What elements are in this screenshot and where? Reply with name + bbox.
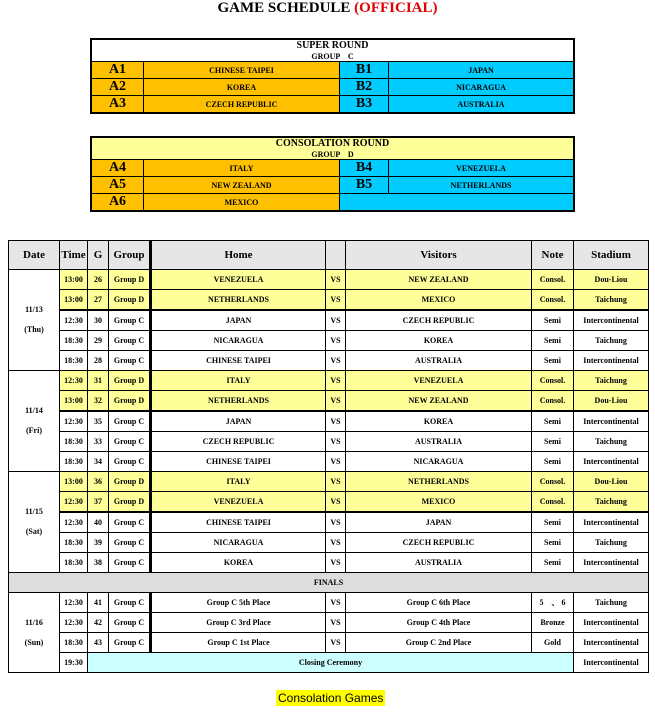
seed-label: B1 (340, 62, 389, 78)
game-number: 28 (88, 351, 109, 371)
game-time: 18:30 (60, 351, 88, 371)
date-label: 11/14 (25, 406, 43, 415)
seed-label: B3 (340, 96, 389, 112)
game-group: Group D (109, 492, 151, 513)
col-header-note: Note (532, 241, 574, 270)
col-header-date: Date (9, 241, 60, 270)
weekday-label: (Fri) (26, 426, 42, 435)
game-number: 41 (88, 593, 109, 613)
game-group: Group C (109, 593, 151, 613)
game-note: Consol. (532, 492, 574, 513)
game-time: 18:30 (60, 331, 88, 351)
game-group: Group C (109, 411, 151, 432)
game-time: 18:30 (60, 553, 88, 573)
visitor-team: AUSTRALIA (346, 432, 532, 452)
game-group: Group C (109, 432, 151, 452)
date-label: 11/15 (25, 507, 43, 516)
team-name: CZECH REPUBLIC (144, 96, 340, 112)
empty-cell (340, 194, 573, 210)
stadium-name: Taichung (574, 432, 649, 452)
table-row (9, 270, 649, 290)
stadium-name: Intercontinental (574, 351, 649, 371)
game-number: 39 (88, 533, 109, 553)
home-team: CHINESE TAIPEI (151, 512, 326, 533)
home-team: JAPAN (151, 310, 326, 331)
vs-label: VS (326, 411, 346, 432)
game-number: 32 (88, 391, 109, 412)
table-row (9, 593, 649, 613)
col-header-group: Group (109, 241, 151, 270)
game-number: 38 (88, 553, 109, 573)
home-team: CHINESE TAIPEI (151, 452, 326, 472)
home-team: VENEZUELA (151, 270, 326, 290)
table-header-row (9, 241, 649, 270)
home-team: ITALY (151, 472, 326, 492)
game-number: 29 (88, 331, 109, 351)
vs-label: VS (326, 310, 346, 331)
game-time: 13:00 (60, 391, 88, 412)
vs-label: VS (326, 593, 346, 613)
game-note: Consol. (532, 472, 574, 492)
game-note: Semi (532, 411, 574, 432)
visitor-team: NEW ZEALAND (346, 270, 532, 290)
visitor-team: CZECH REPUBLIC (346, 310, 532, 331)
game-time: 13:00 (60, 472, 88, 492)
visitor-team: MEXICO (346, 290, 532, 311)
home-team: Group C 3rd Place (151, 613, 326, 633)
home-team: JAPAN (151, 411, 326, 432)
closing-ceremony-row (9, 653, 649, 673)
date-cell (9, 270, 60, 371)
game-note: Consol. (532, 371, 574, 391)
date-label: 11/16 (25, 617, 43, 627)
visitor-team: KOREA (346, 331, 532, 351)
seed-label: A1 (92, 62, 144, 78)
col-header-visitors: Visitors (346, 241, 532, 270)
vs-label: VS (326, 553, 346, 573)
weekday-label: (Sat) (25, 527, 43, 536)
game-group: Group C (109, 310, 151, 331)
game-note: Consol. (532, 290, 574, 311)
game-number: 42 (88, 613, 109, 633)
game-time: 12:30 (60, 492, 88, 513)
visitor-team: AUSTRALIA (346, 553, 532, 573)
game-time: 13:00 (60, 290, 88, 311)
vs-label: VS (326, 270, 346, 290)
col-header-home: Home (151, 241, 326, 270)
visitor-team: NICARAGUA (346, 452, 532, 472)
game-note: Semi (532, 452, 574, 472)
team-name: NETHERLANDS (389, 177, 573, 193)
home-team: NETHERLANDS (151, 391, 326, 412)
stadium-name: Taichung (574, 331, 649, 351)
game-note: 5 、 6 (532, 593, 574, 613)
table-row (9, 351, 649, 371)
date-cell (9, 472, 60, 573)
team-name: NEW ZEALAND (144, 177, 340, 193)
col-header-time: Time (60, 241, 88, 270)
date-label: 11/13 (25, 305, 43, 314)
game-note: Semi (532, 331, 574, 351)
closing-ceremony-label: Closing Ceremony (88, 653, 574, 673)
visitor-team: AUSTRALIA (346, 351, 532, 371)
game-time: 12:30 (60, 310, 88, 331)
table-row (9, 331, 649, 351)
visitor-team: JAPAN (346, 512, 532, 533)
consolation-round-group: GROUP D (311, 150, 354, 159)
super-round-title: SUPER ROUND (296, 40, 369, 51)
consolation-round-title: CONSOLATION ROUND (275, 138, 390, 149)
super-round-header (92, 40, 573, 61)
game-number: 31 (88, 371, 109, 391)
stadium-name: Intercontinental (574, 411, 649, 432)
col-header-game: G (88, 241, 109, 270)
game-number: 37 (88, 492, 109, 513)
date-cell (9, 371, 60, 472)
team-name: AUSTRALIA (389, 96, 573, 112)
seed-label: B5 (340, 177, 389, 193)
game-time: 12:30 (60, 512, 88, 533)
super-round-box (90, 38, 575, 114)
game-group: Group C (109, 633, 151, 653)
stadium-name: Taichung (574, 492, 649, 513)
game-note: Semi (532, 553, 574, 573)
table-row (9, 310, 649, 331)
home-team: NICARAGUA (151, 331, 326, 351)
game-time: 12:30 (60, 593, 88, 613)
game-group: Group C (109, 613, 151, 633)
vs-label: VS (326, 533, 346, 553)
vs-label: VS (326, 492, 346, 513)
visitor-team: KOREA (346, 411, 532, 432)
team-name: JAPAN (389, 62, 573, 78)
stadium-name: Intercontinental (574, 553, 649, 573)
game-number: 34 (88, 452, 109, 472)
stadium-name: Intercontinental (574, 613, 649, 633)
game-number: 43 (88, 633, 109, 653)
table-row (9, 432, 649, 452)
game-group: Group D (109, 472, 151, 492)
consolation-round-row (92, 193, 573, 210)
game-group: Group C (109, 533, 151, 553)
home-team: NETHERLANDS (151, 290, 326, 311)
stadium-name: Intercontinental (574, 633, 649, 653)
table-row (9, 613, 649, 633)
home-team: Group C 1st Place (151, 633, 326, 653)
stadium-name: Dou-Liou (574, 270, 649, 290)
vs-label: VS (326, 633, 346, 653)
team-name: ITALY (144, 160, 340, 176)
seed-label: B2 (340, 79, 389, 95)
game-time: 12:30 (60, 411, 88, 432)
stadium-name: Taichung (574, 371, 649, 391)
finals-header-row (9, 573, 649, 593)
consolation-round-header (92, 138, 573, 159)
visitor-team: Group C 2nd Place (346, 633, 532, 653)
schedule-table (8, 240, 649, 673)
game-note: Bronze (532, 613, 574, 633)
table-row (9, 452, 649, 472)
stadium-name: Taichung (574, 533, 649, 553)
visitor-team: NETHERLANDS (346, 472, 532, 492)
consolation-round-row (92, 159, 573, 176)
table-row (9, 411, 649, 432)
visitor-team: VENEZUELA (346, 371, 532, 391)
vs-label: VS (326, 391, 346, 412)
stadium-name: Intercontinental (574, 653, 649, 673)
home-team: ITALY (151, 371, 326, 391)
game-group: Group D (109, 270, 151, 290)
game-time: 13:00 (60, 270, 88, 290)
date-cell (9, 593, 60, 673)
stadium-name: Taichung (574, 593, 649, 613)
game-note: Consol. (532, 270, 574, 290)
weekday-label: (Sun) (24, 637, 44, 647)
game-time: 18:30 (60, 533, 88, 553)
legend-consolation: Consolation Games (278, 691, 384, 705)
stadium-name: Dou-Liou (574, 391, 649, 412)
vs-label: VS (326, 351, 346, 371)
vs-label: VS (326, 472, 346, 492)
game-number: 35 (88, 411, 109, 432)
table-row (9, 633, 649, 653)
vs-label: VS (326, 371, 346, 391)
team-name: NICARAGUA (389, 79, 573, 95)
game-number: 33 (88, 432, 109, 452)
game-note: Consol. (532, 391, 574, 412)
game-time: 12:30 (60, 371, 88, 391)
finals-label: FINALS (9, 573, 649, 593)
vs-label: VS (326, 613, 346, 633)
table-row (9, 533, 649, 553)
table-row (9, 553, 649, 573)
stadium-name: Intercontinental (574, 452, 649, 472)
title-official: (OFFICIAL) (354, 0, 438, 16)
table-row (9, 391, 649, 412)
col-header-stadium: Stadium (574, 241, 649, 270)
schedule-body (9, 270, 649, 673)
home-team: VENEZUELA (151, 492, 326, 513)
table-row (9, 512, 649, 533)
game-note: Semi (532, 310, 574, 331)
home-team: Group C 5th Place (151, 593, 326, 613)
seed-label: A6 (92, 194, 144, 210)
visitor-team: NEW ZEALAND (346, 391, 532, 412)
game-time: 18:30 (60, 452, 88, 472)
vs-label: VS (326, 512, 346, 533)
game-note: Semi (532, 432, 574, 452)
game-time: 12:30 (60, 613, 88, 633)
vs-label: VS (326, 432, 346, 452)
title-main: GAME SCHEDULE (217, 0, 351, 16)
game-group: Group D (109, 371, 151, 391)
super-round-row (92, 95, 573, 112)
game-number: 26 (88, 270, 109, 290)
stadium-name: Intercontinental (574, 310, 649, 331)
vs-label: VS (326, 290, 346, 311)
game-group: Group C (109, 351, 151, 371)
col-header-vs (326, 241, 346, 270)
table-row (9, 472, 649, 492)
game-group: Group C (109, 452, 151, 472)
super-round-row (92, 78, 573, 95)
vs-label: VS (326, 452, 346, 472)
game-group: Group D (109, 290, 151, 311)
game-note: Semi (532, 512, 574, 533)
game-number: 36 (88, 472, 109, 492)
game-time: 18:30 (60, 432, 88, 452)
visitor-team: Group C 4th Place (346, 613, 532, 633)
visitor-team: Group C 6th Place (346, 593, 532, 613)
super-round-row (92, 61, 573, 78)
game-number: 30 (88, 310, 109, 331)
game-number: 40 (88, 512, 109, 533)
game-note: Semi (532, 351, 574, 371)
page-title (0, 0, 655, 17)
super-round-group: GROUP C (311, 52, 354, 61)
home-team: CZECH REPUBLIC (151, 432, 326, 452)
consolation-round-box (90, 136, 575, 212)
game-time: 18:30 (60, 633, 88, 653)
visitor-team: MEXICO (346, 492, 532, 513)
seed-label: A5 (92, 177, 144, 193)
game-group: Group C (109, 512, 151, 533)
team-name: CHINESE TAIPEI (144, 62, 340, 78)
game-number: 27 (88, 290, 109, 311)
home-team: CHINESE TAIPEI (151, 351, 326, 371)
game-time: 19:30 (60, 653, 88, 673)
weekday-label: (Thu) (24, 325, 44, 334)
game-group: Group C (109, 553, 151, 573)
vs-label: VS (326, 331, 346, 351)
table-row (9, 371, 649, 391)
home-team: KOREA (151, 553, 326, 573)
stadium-name: Taichung (574, 290, 649, 311)
stadium-name: Intercontinental (574, 512, 649, 533)
consolation-round-row (92, 176, 573, 193)
game-note: Semi (532, 533, 574, 553)
game-group: Group D (109, 391, 151, 412)
home-team: NICARAGUA (151, 533, 326, 553)
game-note: Gold (532, 633, 574, 653)
visitor-team: CZECH REPUBLIC (346, 533, 532, 553)
seed-label: B4 (340, 160, 389, 176)
team-name: VENEZUELA (389, 160, 573, 176)
game-group: Group C (109, 331, 151, 351)
team-name: KOREA (144, 79, 340, 95)
table-row (9, 492, 649, 513)
seed-label: A2 (92, 79, 144, 95)
table-row (9, 290, 649, 311)
team-name: MEXICO (144, 194, 340, 210)
seed-label: A3 (92, 96, 144, 112)
seed-label: A4 (92, 160, 144, 176)
stadium-name: Dou-Liou (574, 472, 649, 492)
